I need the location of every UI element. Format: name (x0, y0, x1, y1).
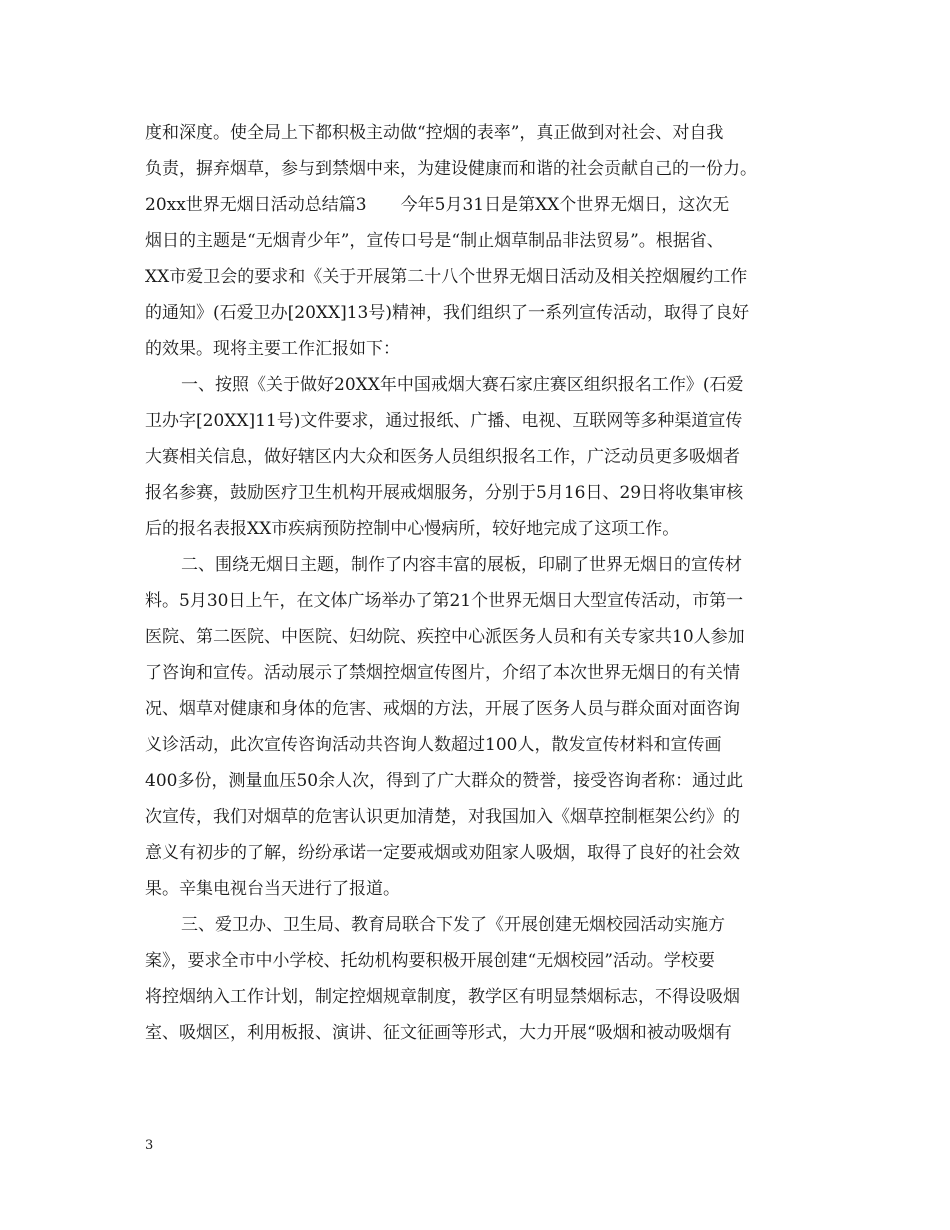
text-line: 的效果。现将主要工作汇报如下： (145, 339, 400, 359)
text-line: 了咨询和宣传。活动展示了禁烟控烟宣传图片，介绍了本次世界无烟日的有关情 (145, 663, 740, 683)
text-line: 义诊活动，此次宣传咨询活动共咨询人数超过100人，散发宣传材料和宣传画 (145, 735, 722, 755)
text-line: 次宣传，我们对烟草的危害认识更加清楚，对我国加入《烟草控制框架公约》的 (145, 807, 740, 827)
text-line: XX市爱卫会的要求和《关于开展第二十八个世界无烟日活动及相关控烟履约工作 (145, 267, 748, 287)
text-line: 三、爱卫办、卫生局、教育局联合下发了《开展创建无烟校园活动实施方 (181, 915, 725, 935)
text-line: 度和深度。使全局上下都积极主动做“控烟的表率”，真正做到对社会、对自我 (145, 123, 724, 143)
text-line: 案》，要求全市中小学校、托幼机构要积极开展创建“无烟校园”活动。学校要 (145, 951, 715, 971)
text-line: 烟日的主题是“无烟青少年”，宣传口号是“制止烟草制品非法贸易”。根据省、 (145, 231, 724, 251)
text-line: 意义有初步的了解，纷纷承诺一定要戒烟或劝阻家人吸烟，取得了良好的社会效 (145, 843, 740, 863)
text-line: 况、烟草对健康和身体的危害、戒烟的方法，开展了医务人员与群众面对面咨询 (145, 699, 740, 719)
document-body (145, 115, 810, 1051)
text-line: 卫办字[20XX]11号)文件要求，通过报纸、广播、电视、互联网等多种渠道宣传 (145, 411, 743, 431)
text-line: 一、按照《关于做好20XX年中国戒烟大赛石家庄赛区组织报名工作》(石爱 (181, 375, 744, 395)
text-line: 大赛相关信息，做好辖区内大众和医务人员组织报名工作，广泛动员更多吸烟者 (145, 447, 740, 467)
text-line: 400多份，测量血压50余人次，得到了广大群众的赞誉，接受咨询者称：通过此 (145, 771, 744, 791)
text-line: 料。5月30日上午，在文体广场举办了第21个世界无烟日大型宣传活动，市第一 (145, 591, 744, 611)
text-line: 20xx世界无烟日活动总结篇3 今年5月31日是第XX个世界无烟日，这次无 (145, 195, 730, 215)
text-line: 医院、第二医院、中医院、妇幼院、疾控中心派医务人员和有关专家共10人参加 (145, 627, 745, 647)
text-line: 将控烟纳入工作计划，制定控烟规章制度，教学区有明显禁烟标志，不得设吸烟 (145, 987, 740, 1007)
text-line: 报名参赛，鼓励医疗卫生机构开展戒烟服务，分别于5月16日、29日将收集审核 (145, 483, 744, 503)
text-line: 负责，摒弃烟草，参与到禁烟中来，为建设健康而和谐的社会贡献自己的一份力。 (145, 159, 757, 179)
page-number: 3 (145, 1138, 154, 1153)
text-line: 的通知》(石爱卫办[20XX]13号)精神，我们组织了一系列宣传活动，取得了良好 (145, 303, 749, 323)
text-line: 后的报名表报XX市疾病预防控制中心慢病所，较好地完成了这项工作。 (145, 519, 680, 539)
text-line: 二、围绕无烟日主题，制作了内容丰富的展板，印刷了世界无烟日的宣传材 (181, 555, 742, 575)
text-line: 果。辛集电视台当天进行了报道。 (145, 879, 400, 899)
text-line: 室、吸烟区，利用板报、演讲、征文征画等形式，大力开展“吸烟和被动吸烟有 (145, 1023, 732, 1043)
